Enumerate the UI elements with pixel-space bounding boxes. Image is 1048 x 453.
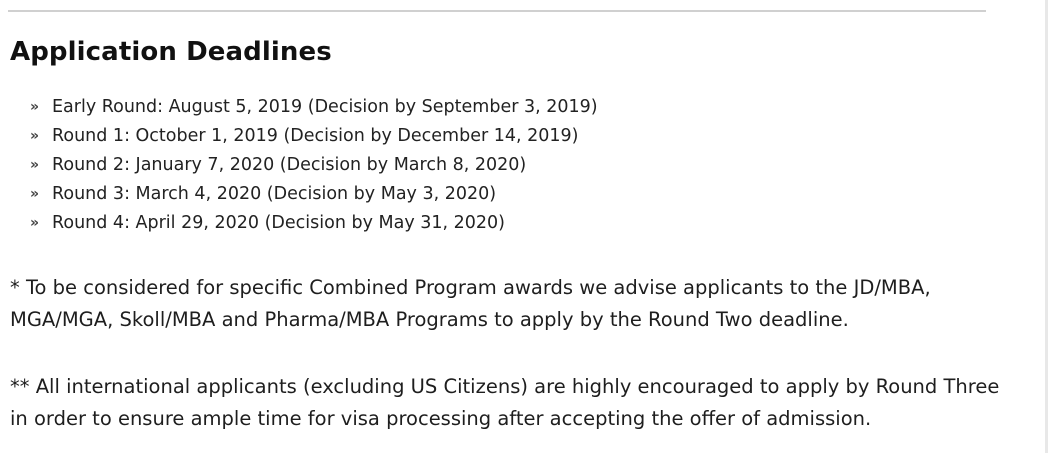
bullet-icon: » (30, 185, 40, 202)
deadline-text: Round 1: October 1, 2019 (Decision by December 14, 2019) (52, 125, 579, 146)
list-item (30, 179, 598, 208)
deadline-text: Round 4: April 29, 2020 (Decision by May 31, 2020) (52, 212, 506, 233)
deadline-text: Round 3: March 4, 2020 (Decision by May 3, 2020) (52, 183, 497, 204)
list-item (30, 92, 598, 121)
bullet-icon: » (30, 127, 40, 144)
bullet-icon: » (30, 156, 40, 173)
deadline-text: Early Round: August 5, 2019 (Decision by September 3, 2019) (52, 96, 598, 117)
bullet-icon: » (30, 214, 40, 231)
international-applicants-note: ** All international applicants (excluding US Citizens) are highly encouraged to apply by Round Three in order to ensure ample time for visa processing after accepting the offer of admission. (10, 375, 1000, 430)
list-item (30, 150, 598, 179)
list-item (30, 208, 598, 237)
bullet-icon: » (30, 98, 40, 115)
page-title: Application Deadlines (10, 37, 332, 67)
top-divider (8, 10, 986, 12)
list-item (30, 121, 598, 150)
deadline-text: Round 2: January 7, 2020 (Decision by March 8, 2020) (52, 154, 527, 175)
deadlines-list (30, 92, 598, 237)
combined-program-note: * To be considered for specific Combined Program awards we advise applicants to the JD/MBA, MGA/MGA, Skoll/MBA and Pharma/MBA Programs to apply by the Round Two deadline. (10, 276, 931, 331)
